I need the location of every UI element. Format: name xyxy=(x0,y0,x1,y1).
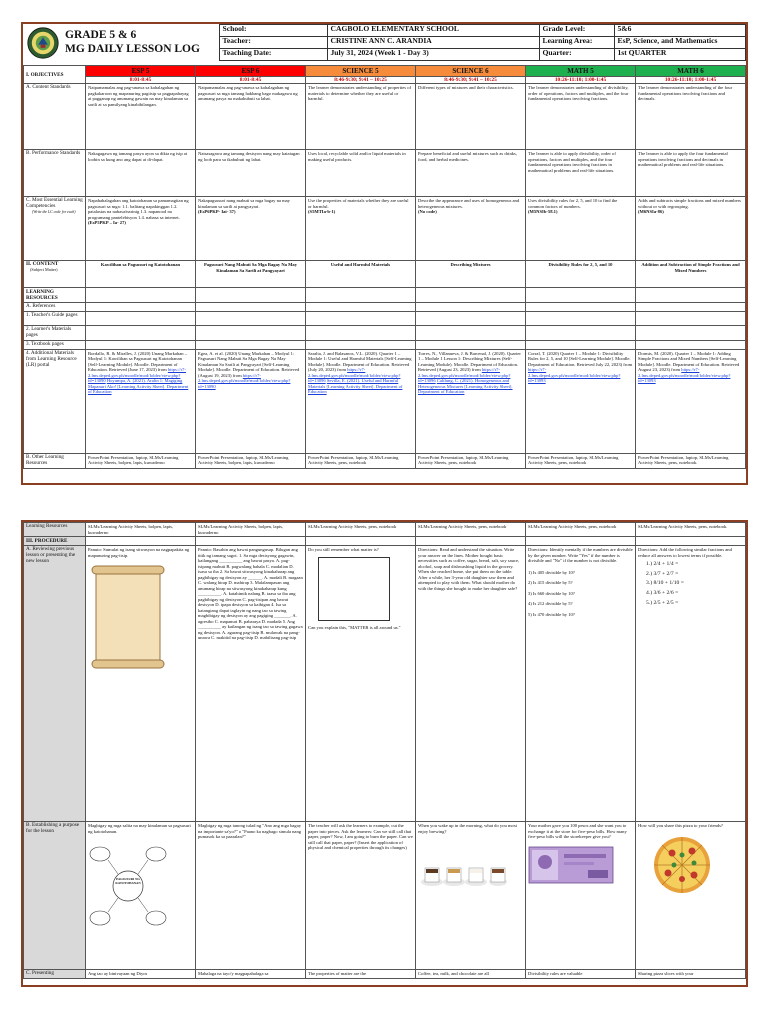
content-note: (Subject Matter) xyxy=(30,266,58,272)
other-esp6-cont: SLMs/Learning Activity Sheets, bolpen, lapis, kuwaderno xyxy=(196,523,306,537)
additional-math5 xyxy=(526,349,636,453)
reviewing-math5 xyxy=(526,546,636,822)
quarter-label: Quarter: xyxy=(539,49,614,61)
additional-esp6-text: Egea, A. et al. (2020) Unang Markahan – Modyul 1: Pagsusuri Nang Mabuti Sa Mga Bagay Na May Kinalaman Sa Sarili at Pangyayari [Self-Learning Module]. Moodle. Department of Education. Retrieved (August 19, 2023) from xyxy=(198,350,300,378)
content-esp5: Kawilihan sa Pagsusuri ng Katotohanan xyxy=(86,261,196,288)
other-esp6: PowerPoint Presentation, laptop, SLMs/Learning Activity Sheets, bolpen, lapis, kuwaderno xyxy=(196,453,306,468)
establishing-esp5-text: Magbigay ng mga salita na may kinalaman sa pagsusuri ng katotohanan. xyxy=(88,823,191,834)
content-esp6: Pagsusuri Nang Mabuti Sa Mga Bagay Na May Kinalaman Sa Sarili at Pangyayari xyxy=(196,261,306,288)
date-value: July 31, 2024 (Week 1 - Day 3) xyxy=(327,49,539,61)
math6-item-4: 4.) 3/6 + 2/6 = xyxy=(646,590,679,597)
math5-item-1: 1) Is 405 divisible by 10? xyxy=(528,569,575,575)
grade-value: 5&6 xyxy=(614,25,746,37)
additional-science5-link[interactable]: https://r7-2.lms.deped.gov.ph/moodle/mod/folder/view.php?id=13096 xyxy=(308,367,401,384)
competencies-math6: Adds and subtracts simple fractions and mixed numbers without or with regrouping. xyxy=(638,198,741,209)
peso-bill-image xyxy=(528,846,614,884)
presenting-label: C. Presenting xyxy=(24,970,86,979)
content-standards-label: A. Content Standards xyxy=(24,84,86,150)
additional-science6-text: Torres, N., Villanueva, J. & Barcenal, J. (2020). Quarter 1 – Module 1 Lesson 1: Describing Mixtures (Self-Learning Module). Moodle. Department of Education. Retrieved (August 23, 2023) from xyxy=(418,350,521,373)
school-value: CAGBOLO ELEMENTARY SCHOOL xyxy=(327,25,539,37)
subject-esp5: ESP 5 xyxy=(86,66,196,77)
dll-page-1 xyxy=(21,22,748,485)
time-science5: 8:46-9:30; 9:41 – 10:25 xyxy=(306,77,416,84)
scroll-paper-icon xyxy=(88,562,168,672)
document-title: GRADE 5 & 6 xyxy=(65,29,137,42)
additional-esp6-link[interactable]: https://r7-2.lms.deped.gov.ph/moodle/mod/folder/view.php?id=13090 xyxy=(198,372,291,389)
math6-item-1: 1.) 2/4 + 1/4 = xyxy=(646,561,679,567)
procedure-label: III. PROCEDURE xyxy=(24,537,86,546)
competencies-science5: Use the properties of materials whether they are useful or harmful. xyxy=(308,198,409,209)
content-standards-science6: Different types of mixtures and their characteristics. xyxy=(416,84,526,150)
presenting-science6: Coffee, tea, milk, and chocolate are all xyxy=(416,970,526,979)
additional-esp5 xyxy=(86,349,196,453)
content-label: II. CONTENT xyxy=(26,261,59,267)
performance-standards-math5: The learner is able to apply divisibility, order of operations, factors and multiples, and the four fundamental operations involving fractions in mathematical problems and real-life situations. xyxy=(526,150,636,197)
teachers-guide-label: 1. Teacher's Guide pages xyxy=(24,311,86,325)
other-science5-cont: SLMs/Learning Activity Sheets, pens, notebook xyxy=(306,523,416,537)
other-math6-cont: SLMs/Learning Activity Sheets, pens, notebook. xyxy=(636,523,746,537)
other-science6: PowerPoint Presentation, laptop, SLMs/Learning Activity Sheets, pens, notebook xyxy=(416,453,526,468)
competencies-esp5: Napahahalagahan ang katotohanan sa pamamagitan ng pagsusuri sa mga: 1.1. balitang napakinggan 1.2. patalastas na nabasa/narinig 1.3. napanood na programang pantelebisyon 1.4. nabasa sa internet. xyxy=(88,198,189,220)
math5-item-2: 2) Is 415 divisible by 5? xyxy=(528,580,573,585)
lesson-table-page-2 xyxy=(23,522,746,979)
presenting-science5: The properties of matter are the xyxy=(306,970,416,979)
subject-science6: SCIENCE 6 xyxy=(416,66,526,77)
reviewing-science5 xyxy=(306,546,416,822)
subject-math5: MATH 5 xyxy=(526,66,636,77)
dll-page-2 xyxy=(21,520,748,987)
drink-cups-image xyxy=(418,852,508,896)
additional-science5-text: Saralta, J. and Balasanos, V.L. (2020). Quarter 1 – Module 1: Useful and Harmful Materials [Self-Learning Module]. Moodle. Department of Education. Retrieved (July 20, 2023) from xyxy=(308,350,412,373)
subject-math6: MATH 6 xyxy=(636,66,746,77)
competencies-esp6: Nakapagsusuri nang mabuti sa mga bagay na may kinalaman sa sarili at pangyayari. xyxy=(198,198,290,209)
establishing-science5: The teacher will ask the learners to example, cut the paper into pieces. Ask the learners: Can we still call that paper, paper? Now, I am going to burn the paper. Can we still call that paper, paper? (Insert the application of physical and chemical properties through its changes) xyxy=(306,822,416,970)
additional-math5-link[interactable]: https://r7-2.lms.deped.gov.ph/moodle/mod/folder/view.php?id=13093 xyxy=(528,367,621,384)
establishing-math6-text: How will you share this pizza to your friends? xyxy=(638,823,723,828)
code-science6: (No code) xyxy=(418,209,437,214)
concept-web-center: PAGSUSURI NG KATOTOHANAN xyxy=(115,877,141,885)
content-standards-science5: The learner demonstrates understanding of properties of materials to determine whether they are useful or harmful. xyxy=(306,84,416,150)
competencies-math6-cell xyxy=(636,197,746,261)
performance-standards-esp6: Naisasagawa ang tamang desisyon nang may katatagan ng loob para sa ikabubuti ng lahat. xyxy=(196,150,306,197)
performance-standards-science5: Uses local, recyclable solid and/or liquid materials in making useful products. xyxy=(306,150,416,197)
subject-science5: SCIENCE 5 xyxy=(306,66,416,77)
presenting-math6: Sharing pizza slices with your xyxy=(636,970,746,979)
establishing-science6 xyxy=(416,822,526,970)
competencies-math5-cell xyxy=(526,197,636,261)
code-math6: (M6NSIa-86) xyxy=(638,209,664,214)
reviewing-science6: Directions: Read and understand the situation. Write your answer on the lines. Mother bought basic necessities such as coffee, sugar, bread, salt, soy sauce, alcohol, soap and dishwashing liquid in the grocery. When she reached home, she put them on the table. After a while, her 3-year old daughter saw them and attempted to play with them. What should mother do with the things she bought to make her daughter safe? xyxy=(416,546,526,822)
deped-seal-icon xyxy=(27,27,59,59)
additional-science6-link[interactable]: https://r7-2.lms.deped.gov.ph/moodle/mod/folder/view.php?id=13096 xyxy=(418,367,511,384)
additional-science5-extra[interactable]: Sevilla, E. (2021). Useful and Harmful Materials [Learning Activity Sheet]. Department of Education xyxy=(308,378,403,395)
establishing-esp5 xyxy=(86,822,196,970)
other-math6: PowerPoint Presentation, laptop, SLMs/Learning Activity Sheets, pens, notebook. xyxy=(636,453,746,468)
code-science5: (S5MTIa-b-1) xyxy=(308,209,336,214)
header-table xyxy=(23,24,746,61)
competencies-science5-cell xyxy=(306,197,416,261)
pizza-image xyxy=(652,835,712,895)
other-esp5: PowerPoint Presentation, laptop, SLMs/Learning Activity Sheets, bolpen, lapis, kuwaderno xyxy=(86,453,196,468)
establishing-math5 xyxy=(526,822,636,970)
additional-esp5-link[interactable]: https://r7-2.lms.deped.gov.ph/moodle/mod/folder/view.php?id=13090 xyxy=(88,367,186,384)
additional-math5-text: Corral, T. (2020) Quarter 1 – Module 1: Divisibility Rules for 2, 5, and 10 [Self-Learning Module]. Moodle. Department of Education. Retrieved July 22, 2023) from xyxy=(528,350,633,367)
reviewing-label: A. Reviewing previous lesson or presenting the new lesson xyxy=(24,546,86,822)
other-math5: PowerPoint Presentation, laptop, SLMs/Learning Activity Sheets, pens, notebook xyxy=(526,453,636,468)
textbook-label: 3. Textbook pages xyxy=(24,340,86,349)
other-science6-cont: SLMs/Learning Activity Sheets, pens, notebook xyxy=(416,523,526,537)
performance-standards-math6: The learner is able to apply the four fundamental operations involving fractions and decimals in mathematical problems and real-life situations. xyxy=(636,150,746,197)
area-value: EsP, Science, and Mathematics xyxy=(614,37,746,49)
presenting-esp5: Ang tao ay binivayaan ng Diyos xyxy=(86,970,196,979)
area-label: Learning Area: xyxy=(539,37,614,49)
math5-item-4: 4) Is 212 divisible by 5? xyxy=(528,601,573,606)
additional-esp6 xyxy=(196,349,306,453)
code-math5: (M5NSIb-58.1) xyxy=(528,209,558,214)
competencies-label-cell xyxy=(24,197,86,261)
additional-math6-link[interactable]: https://r7-2.lms.deped.gov.ph/moodle/mod/folder/view.php?id=13093 xyxy=(638,367,731,384)
content-standards-esp6: Naipamamalas ang pag-unawa sa kahalagahan ng pagsusuri sa mga tamang hakbang bago makagawa ng anumang pasya na makabubuti sa lahat. xyxy=(196,84,306,150)
reviewing-esp5-text: Panuto: Sumulat ng isang sitwasyon na nagpapakita ng mapanuring pag-iisip. xyxy=(88,547,190,558)
reviewing-esp6: Panuto: Basahin ang bawat pangungusap. Bilugan ang titik ng tamang sagot. 1. Sa mga desisyong gagawin, kailangang __________ ang bawat pasya. A. pag- isipang mabuti B. pagwalang bahala C. madalian D. isasa sa iba 2. Sa bawat sitwasyong kinakaharap ang pagbibigay ng desisyon ay ______. A. madali B. magaan C. walang hirap D. mahirap 3. Malalampasan ang anumang hirap na sitwasyong kinakaharap kung __________. A. katahimik nalang B. iaasa sa iba ang pagbibigay ng desisyon C. pag-iisipan ang bawat desisyon D. ipapa desisyon sa kaibigan 4. Isa sa katangiang dapat taglayin ng nang tao sa tawing magbibigay ng desisyon ay ang pagiging _______. A. agresibo C. mapanuri B. pabaraya D. madada 5. Ang __________ ay kailangan ng isang tao sa tawing gagawa ng desisyon. A. agarang pag-iisip B. mulawak na pang-unawa C. makitid na pag-iisip D. mabilisang pag-isip xyxy=(196,546,306,822)
content-math5: Divisibility Rules for 2, 5, and 10 xyxy=(526,261,636,288)
math6-item-3: 3.) 8/10 + 1/10 = xyxy=(646,580,684,587)
math6-item-5: 5.) 2/5 + 2/5 = xyxy=(646,599,679,606)
grade-label: Grade Level: xyxy=(539,25,614,37)
other-resources-label-cont: Learning Resources xyxy=(24,523,86,537)
date-label: Teaching Date: xyxy=(219,49,327,61)
content-standards-math6: The learner demonstrates understanding of the four fundamental operations involving fractions and decimals. xyxy=(636,84,746,150)
additional-science5 xyxy=(306,349,416,453)
reviewing-esp5 xyxy=(86,546,196,822)
reviewing-math6-intro: Directions: Add the following similar fractions and reduce all answers to lowest terms if possible. xyxy=(638,547,732,558)
answer-box[interactable] xyxy=(318,557,390,621)
references-label: A. References xyxy=(24,303,86,312)
content-label-cell xyxy=(24,261,86,288)
additional-math6 xyxy=(636,349,746,453)
other-science5: PowerPoint Presentation, laptop, SLMs/Learning Activity Sheets, pens, notebook xyxy=(306,453,416,468)
additional-science6 xyxy=(416,349,526,453)
reviewing-science5-question2: Can you explain this, "MATTER is all around us." xyxy=(308,624,401,630)
concept-web xyxy=(88,840,168,930)
competencies-esp5-cell xyxy=(86,197,196,261)
reviewing-math6 xyxy=(636,546,746,822)
subject-esp6: ESP 6 xyxy=(196,66,306,77)
document-subtitle: MG DAILY LESSON LOG xyxy=(65,42,200,55)
competencies-science6: Describe the appearance and uses of homogeneous and heterogeneous mixtures. xyxy=(418,198,520,209)
quarter-value: 1st QUARTER xyxy=(614,49,746,61)
establishing-math5-text: Your mother gave you 100 pesos and she want you to exchange it at the store for five-peso bills. How many five-peso bills will the storekeeper give you? xyxy=(528,823,627,839)
competencies-note: (Write the LC code for each) xyxy=(32,209,76,214)
content-math6: Addition and Subtraction of Simple Fractions and Mixed Numbers xyxy=(636,261,746,288)
other-math5-cont: SLMs/Learning Activity Sheets, pens, notebook xyxy=(526,523,636,537)
additional-esp5-extra[interactable]: Hoyumpa, A. (2021). Aralin 1: Magiging Mapanuri Ako! [Learning Activity Sheet]. Department of Education xyxy=(88,378,189,395)
reviewing-science5-question: Do you still remember what matter is? xyxy=(308,547,379,552)
teacher-value: CRISTINE ANN C. ARANDIA xyxy=(327,37,539,49)
content-science5: Useful and Harmful Materials xyxy=(306,261,416,288)
time-esp6: 8:01-8:45 xyxy=(196,77,306,84)
time-esp5: 8:01-8:45 xyxy=(86,77,196,84)
additional-esp5-text: Bordallo, R. & Miralles, J. (2020) Unang Markahan – Modyul 1: Kawilihan sa Pagsusuri ng Katotohanan [Self-Learning Module]. Moodle. Department of Education. Retrieved (June 17, 2023) from xyxy=(88,350,188,373)
objectives-label: I. OBJECTIVES xyxy=(24,66,86,84)
competencies-math5: Uses divisibility rules for 2, 5, and 10 to find the common factors of numbers. xyxy=(528,198,618,209)
establishing-esp6: Magbigay ng mga tanong tulad ng "Ano ang mga bagay na importante sa'yo?" o "Paano ka nagbago simula nang pumasok ka sa paaralan?" xyxy=(196,822,306,970)
code-esp6: (EsP6PKP- Iai- 37) xyxy=(198,209,236,214)
additional-materials-label: 4. Additional Materials from Learning Resource (LR) portal xyxy=(24,349,86,453)
competencies-science6-cell xyxy=(416,197,526,261)
school-label: School: xyxy=(219,25,327,37)
time-math5: 10:26-11:10; 1:00-1:45 xyxy=(526,77,636,84)
other-resources-label: B. Other Learning Resources xyxy=(24,453,86,468)
performance-standards-label: B. Performance Standards xyxy=(24,150,86,197)
learning-resources-label: LEARNING RESOURCES xyxy=(24,288,86,303)
time-science6: 8:46-9:30; 9:41 – 10:25 xyxy=(416,77,526,84)
other-esp5-cont: SLMs/Learning Activity Sheets, bolpen, lapis, kuwaderno xyxy=(86,523,196,537)
establishing-science6-text: When you wake up in the morning, what do you most enjoy brewing? xyxy=(418,823,517,834)
establishing-label: B. Establishing a purpose for the lesson xyxy=(24,822,86,970)
learners-materials-label: 2. Learner's Materials pages xyxy=(24,325,86,340)
content-science6: Describing Mixtures xyxy=(416,261,526,288)
additional-science6-extra[interactable]: Calilung, C. (2021). Homogeneous and Heterogeneous Mixtures [Learning Activity Sheet]. Department of Education xyxy=(418,378,513,395)
time-math6: 10:26-11:10; 1:00-1:45 xyxy=(636,77,746,84)
content-standards-esp5: Naipamamalas ang pag-unawa sa kahalagahan ng pagkakaroon ng mapanuring pagiisip sa pagpapahayag at pagganap ng anumang gawain na may kinalaman sa sarili at sa pamilyang kinabibilangan. xyxy=(86,84,196,150)
competencies-label: C. Most Essential Learning Competencies xyxy=(26,197,83,209)
math5-item-5: 5) Is 470 divisible by 10? xyxy=(528,611,575,617)
presenting-esp6: Mahalaga na tayo'y magpapahalaga sa xyxy=(196,970,306,979)
presenting-math5: Divisibility rules are valuable xyxy=(526,970,636,979)
additional-math6-text: Dormis, M. (2020). Quarter 1 – Module 1: Adding Simple Fractions and Mixed Numbers [Self-Learning Module]. Moodle. Department of Education. Retrieved August 23, 2023) from xyxy=(638,350,740,373)
teacher-label: Teacher: xyxy=(219,37,327,49)
reviewing-math5-intro: Directions: Identify mentally if the numbers are divisible by the given number. Write "Yes" if the number is divisible and "No" if the number is not divisible. xyxy=(528,547,633,563)
code-esp5: (EsP5PKP – Ia- 27) xyxy=(88,220,126,225)
competencies-esp6-cell xyxy=(196,197,306,261)
performance-standards-esp5: Nakagagawa ng tamang pasya ayon sa dikta ng isip at loobin sa kung ano ang dapat at di-dapat. xyxy=(86,150,196,197)
math5-item-3: 3) Is 660 divisible by 10? xyxy=(528,590,575,596)
lesson-table-page-1 xyxy=(23,65,746,469)
performance-standards-science6: Prepare beneficial and useful mixtures such as drinks, food, and herbal medicines. xyxy=(416,150,526,197)
math6-item-2: 2.) 3/7 + 2/7 = xyxy=(646,570,679,577)
establishing-math6 xyxy=(636,822,746,970)
content-standards-math5: The learner demonstrates understanding of divisibility, order of operations, factors and multiples, and the four fundamental operations involving fractions. xyxy=(526,84,636,150)
